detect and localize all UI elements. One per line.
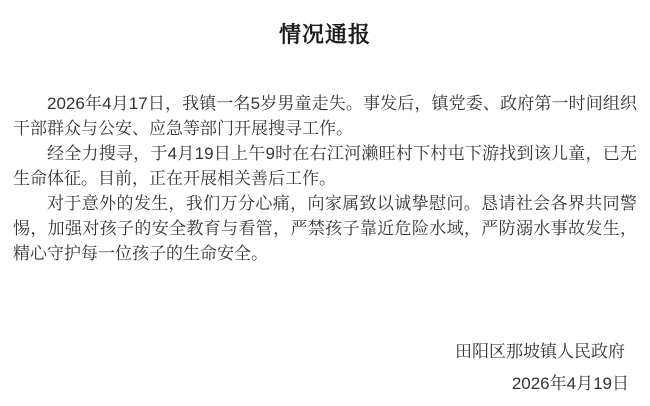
issuer-name: 田阳区那坡镇人民政府 bbox=[455, 342, 625, 361]
notice-body bbox=[13, 91, 637, 266]
notice-paragraph-2: 经全力搜寻，于4月19日上午9时在右江河濑旺村下村屯下游找到该儿童，已无生命体征。目前，正在开展相关善后工作。 bbox=[13, 144, 637, 188]
signature-block bbox=[0, 339, 650, 396]
issue-date: 2026年4月19日 bbox=[511, 374, 629, 393]
notice-paragraph-3: 对于意外的发生，我们万分心痛，向家属致以诚挚慰问。恳请社会各界共同警惕，加强对孩子的安全教育与看管，严禁孩子靠近危险水域，严防溺水事故发生，精心守护每一位孩子的生命安全。 bbox=[13, 194, 637, 263]
notice-title: 情况通报 bbox=[278, 22, 371, 47]
notice-paragraph-1: 2026年4月17日，我镇一名5岁男童走失。事发后，镇党委、政府第一时间组织干部群众与公安、应急等部门开展搜寻工作。 bbox=[13, 94, 637, 138]
